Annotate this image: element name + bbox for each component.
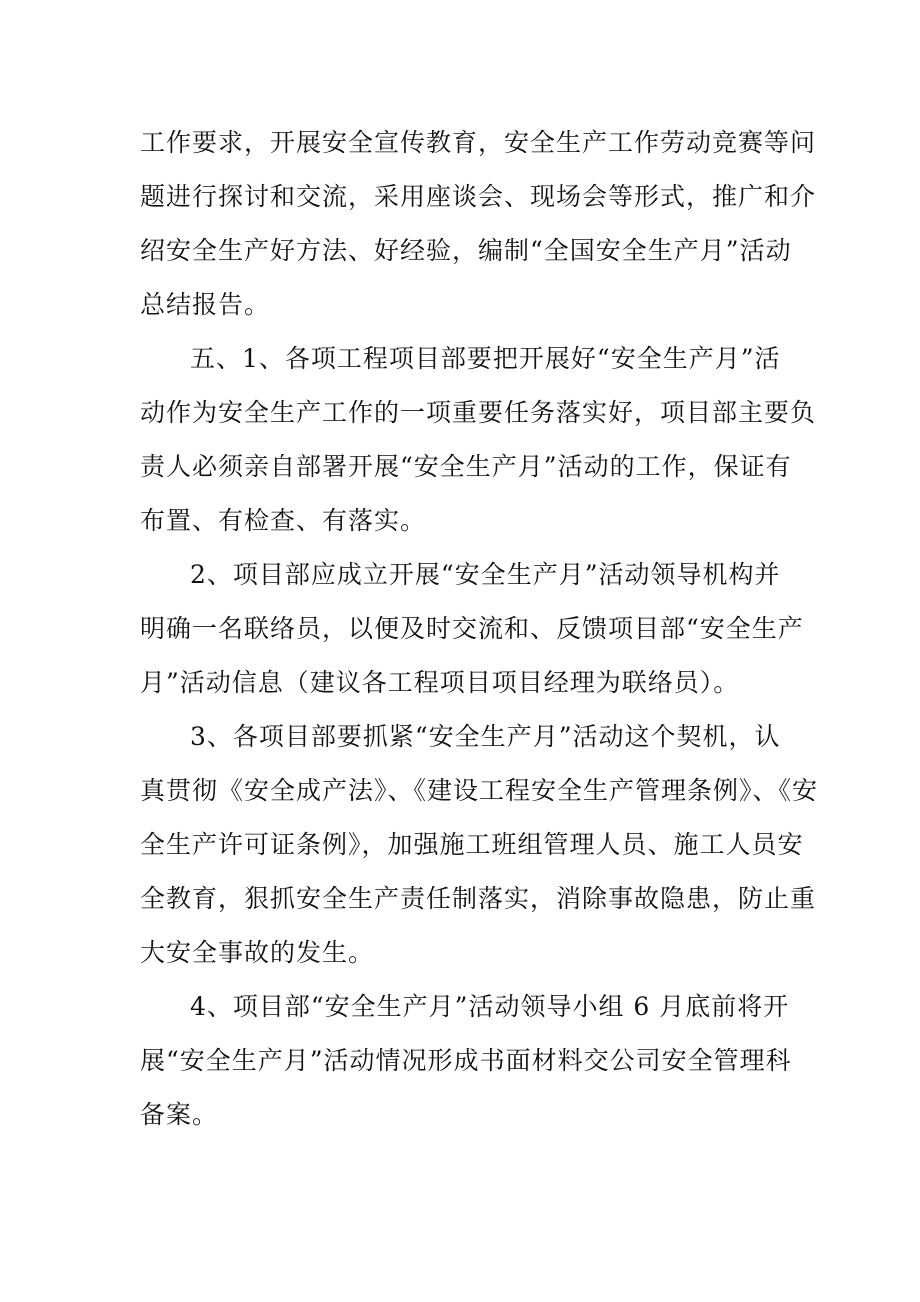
text-line: 工作要求，开展安全宣传教育，安全生产工作劳动竞赛等问 [140, 128, 817, 157]
text-line: 全教育，狠抓安全生产责任制落实，消除事故隐患，防止重 [140, 884, 817, 913]
text-line: 真贯彻《安全成产法》、《建设工程安全生产管理条例》、《安 [140, 776, 819, 805]
text-line: 明确一名联络员，以便及时交流和、反馈项目部“安全生产 [140, 614, 804, 643]
text-line: 布置、有检查、有落实。 [140, 506, 427, 535]
text-line: 绍安全生产好方法、好经验，编制“全国安全生产月”活动 [140, 236, 792, 265]
paragraph-item-two-start: 2、项目部应成立开展“安全生产月”活动领导机构并 [190, 560, 781, 589]
text-line: 展“安全生产月”活动情况形成书面材料交公司安全管理科 [140, 1046, 792, 1075]
paragraph-item-four-start: 4、项目部“安全生产月”活动领导小组 6 月底前将开 [190, 992, 790, 1021]
text-line: 大安全事故的发生。 [140, 938, 375, 967]
text-line: 备案。 [140, 1100, 219, 1129]
paragraph-five-item-one-start: 五、1、各项工程项目部要把开展好“安全生产月”活 [190, 344, 781, 373]
text-line: 全生产许可证条例》，加强施工班组管理人员、施工人员安 [140, 830, 804, 859]
text-line: 责人必须亲自部署开展“安全生产月”活动的工作，保证有 [140, 452, 792, 481]
document-body [140, 116, 819, 1142]
text-line: 动作为安全生产工作的一项重要任务落实好，项目部主要负 [140, 398, 817, 427]
text-line: 总结报告。 [140, 290, 271, 319]
text-line: 月”活动信息（建议各工程项目项目经理为联络员）。 [140, 668, 740, 697]
text-line: 题进行探讨和交流，采用座谈会、现场会等形式，推广和介 [140, 182, 817, 211]
paragraph-item-three-start: 3、各项目部要抓紧“安全生产月”活动这个契机，认 [190, 722, 781, 751]
